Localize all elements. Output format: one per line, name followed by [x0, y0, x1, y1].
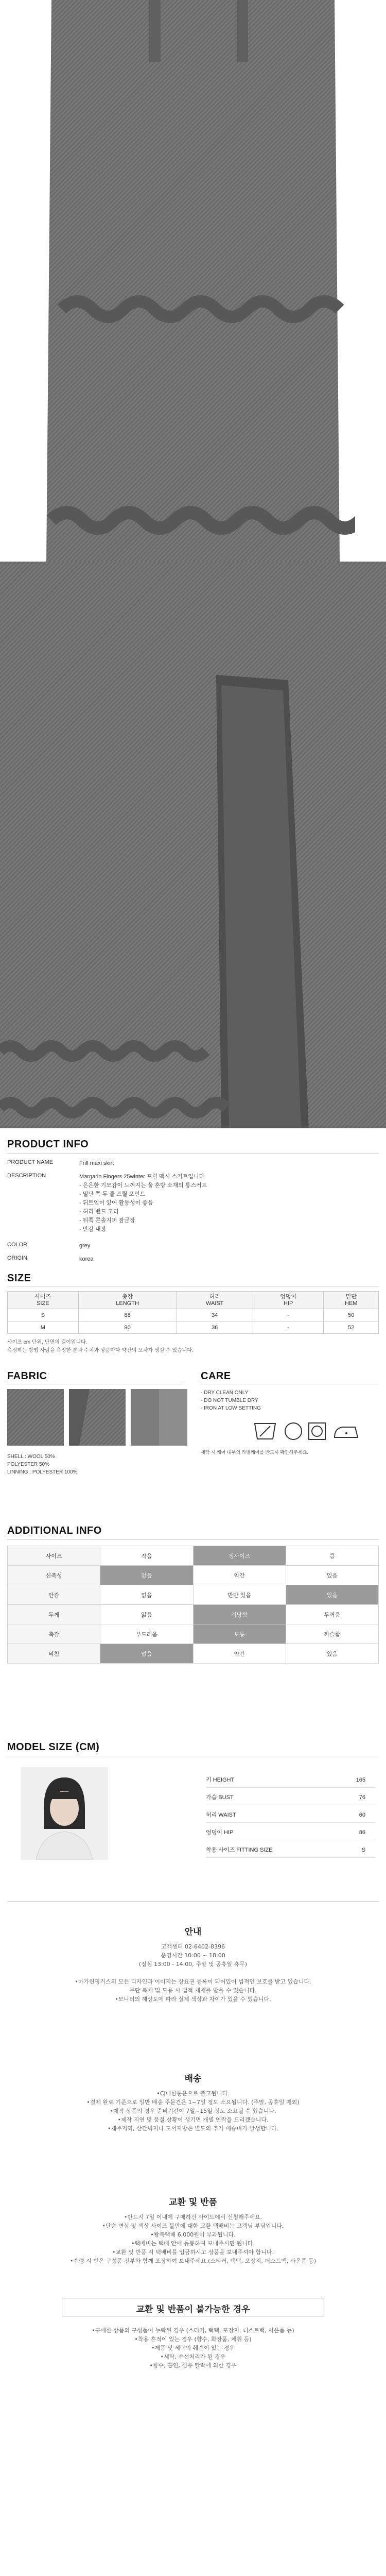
care-symbols	[252, 1416, 376, 1447]
hem-cell: 52	[324, 1321, 379, 1334]
attribute-label: 사이즈	[8, 1546, 100, 1566]
attribute-option: 부드러움	[100, 1624, 193, 1644]
model-size-key: 엉덩이 HIP	[206, 1829, 234, 1836]
hip-col-header: 엉덩이 HIP	[253, 1292, 324, 1309]
dry-clean-icon	[285, 1423, 302, 1439]
attribute-option: 작음	[100, 1546, 193, 1566]
waist-cell: 36	[177, 1321, 253, 1334]
model-photo	[21, 1767, 108, 1860]
hem-cell: 50	[324, 1309, 379, 1321]
model-size-value: 165	[356, 1777, 365, 1783]
exchange-title: 교환 및 반품	[169, 2197, 217, 2208]
delivery-body: •CJ대한통운으로 출고됩니다. •결제 완료 기준으로 일반 배송 주문건은 1~7일 정도 소요됩니다. (주말, 공휴일 제외) •제작 상품의 경우 준비기간이 7일~15일 정도 소요될 수 있습니다. •제작 지연 및 품절 상황이 생기면 개별 연락을 드리겠습니다. •제주지역, 산간벽지나 도서지방은 별도의 추가 배송비가 발생합니다.	[86, 2090, 300, 2132]
unable-title: 교환 및 반품이 불가능한 경우	[136, 2304, 250, 2315]
model-size-value: 86	[359, 1829, 365, 1836]
origin-value: korea	[79, 1256, 94, 1262]
skirt-back-image	[0, 562, 386, 1128]
model-size-row	[206, 1825, 376, 1840]
divider	[7, 1901, 379, 1902]
additional-info-row	[8, 1566, 379, 1585]
iron-icon	[335, 1427, 358, 1437]
attribute-option: 반만 있음	[193, 1585, 286, 1605]
fabric-swatch-image	[69, 1389, 126, 1446]
wash-icon	[255, 1423, 275, 1439]
attribute-label: 촉감	[8, 1624, 100, 1644]
model-size-row	[206, 1772, 376, 1788]
waist-cell: 34	[177, 1309, 253, 1321]
color-value: grey	[79, 1243, 91, 1249]
size-cell: M	[8, 1321, 79, 1334]
model-size-row	[206, 1790, 376, 1805]
skirt-front-image	[31, 0, 355, 562]
length-col-header: 총장 LENGTH	[78, 1292, 177, 1309]
attribute-label: 신축성	[8, 1566, 100, 1585]
color-key: COLOR	[7, 1242, 28, 1248]
product-name-value: Frill maxi skirt	[79, 1160, 114, 1166]
product-info-title: PRODUCT INFO	[7, 1139, 89, 1150]
description-key: DESCRIPTION	[7, 1173, 46, 1179]
fabric-text: SHELL : WOOL 50% POLYESTER 50% LINNING : POLYESTER 100%	[7, 1454, 78, 1475]
size-cell: S	[8, 1309, 79, 1321]
length-cell: 90	[78, 1321, 177, 1334]
unable-body: •구매한 상품의 구성품이 누락된 경우 (스티커, 택택, 포장지, 더스트백, 사은품 등) •착용 흔적이 있는 경우 (향수, 화장품, 체취 등) •제품 및 세탁의 훼손이 있는 경우 •세탁, 수선처리가 된 경우 •향수, 흡연, 섬유 탈락에 의한 경우	[92, 2327, 294, 2369]
product-name-key: PRODUCT NAME	[7, 1159, 54, 1165]
care-title: CARE	[201, 1370, 231, 1382]
attribute-option: 있음	[286, 1566, 378, 1585]
model-size-value: 76	[359, 1794, 365, 1801]
hip-cell: -	[253, 1321, 324, 1334]
tumble-dry-icon	[309, 1423, 325, 1439]
attribute-option: 적당함	[193, 1605, 286, 1624]
attribute-option: 보통	[193, 1624, 286, 1644]
table-row	[8, 1309, 379, 1321]
divider	[7, 1153, 379, 1154]
delivery-title: 배송	[184, 2074, 202, 2084]
model-size-value: S	[361, 1847, 365, 1853]
model-size-key: 가슴 BUST	[206, 1794, 234, 1801]
hem-col-header: 밑단 HEM	[324, 1292, 379, 1309]
size-table	[7, 1291, 379, 1334]
attribute-option: 있음	[286, 1644, 378, 1664]
size-header-row	[8, 1292, 379, 1309]
attribute-option: 있음	[286, 1585, 378, 1605]
care-text: - DRY CLEAN ONLY - DO NOT TUMBLE DRY - IRON AT LOW SETTING	[201, 1390, 261, 1411]
additional-info-row	[8, 1624, 379, 1644]
waist-col-header: 허리 WAIST	[177, 1292, 253, 1309]
additional-info-row	[8, 1605, 379, 1624]
attribute-option: 까슬함	[286, 1624, 378, 1644]
description-value: Margarin Fingers 25winter 프릴 맥시 스커트입니다. - 은은한 기모감이 느껴지는 울 혼방 소재의 롱스커트 - 밑단 쪽 두 줄 프릴 포인트 - 뒤트임이 있어 활동성이 좋음 - 허리 밴드 고리 - 뒤쪽 콘솔지퍼 잠금장 - 안감 내장	[79, 1174, 207, 1232]
fabric-swatch-image	[7, 1389, 64, 1446]
divider	[7, 1539, 379, 1540]
additional-info-row	[8, 1546, 379, 1566]
additional-info-table	[7, 1546, 379, 1664]
attribute-option: 큼	[286, 1546, 378, 1566]
attribute-option: 없음	[100, 1585, 193, 1605]
model-size-value: 60	[359, 1812, 365, 1818]
attribute-option: 얇음	[100, 1605, 193, 1624]
attribute-option: 정사이즈	[193, 1546, 286, 1566]
model-size-row	[206, 1807, 376, 1823]
attribute-option: 없음	[100, 1566, 193, 1585]
notice-title: 안내	[184, 1927, 202, 1937]
attribute-option: 없음	[100, 1644, 193, 1664]
attribute-label: 비침	[8, 1644, 100, 1664]
product-photo-back	[0, 562, 386, 1128]
model-size-row	[206, 1842, 376, 1858]
attribute-label: 안감	[8, 1585, 100, 1605]
table-row	[8, 1321, 379, 1334]
additional-info-row	[8, 1585, 379, 1605]
additional-info-row	[8, 1644, 379, 1664]
lining-swatch-image	[131, 1389, 187, 1446]
care-note: 세탁 시 케어 내부의 라벨케어를 반드시 확인해주세요.	[201, 1450, 308, 1455]
exchange-body: •반드시 7일 이내에 구매하신 사이트에서 신청해주세요. •단순 변심 및 색상 사이즈 불만에 대한 교환 택배비는 고객님 부담입니다. •왕복택배 6,000원이 부과됩니다. •택배비는 택배 안에 동봉하여 보내주시면 됩니다. •교환 및 반품 시 택배비를 입금하시고 상품을 보내주셔야 합니다. •수령 시 받은 구성품 전부와 함께 포장하여 보내주세요.(스티커, 택택, 포장지, 더스트백, 사은품 등)	[69, 2214, 317, 2264]
model-size-key: 허리 WAIST	[206, 1812, 236, 1818]
attribute-option: 약간	[193, 1644, 286, 1664]
hip-cell: -	[253, 1309, 324, 1321]
fabric-title: FABRIC	[7, 1370, 47, 1382]
size-col-header: 사이즈 SIZE	[8, 1292, 79, 1309]
size-title: SIZE	[7, 1273, 31, 1284]
length-cell: 88	[78, 1309, 177, 1321]
product-photo-front	[0, 0, 386, 562]
notice-body: 고객센터 02-6402-8396 운영시간 10:00 ~ 18:00 (점심 13:00 - 14:00, 주말 및 공휴일 휴무) •마가린핑거스의 모든 디자인과 이미지는 상표권 등록이 되어있어 법적인 보호를 받고 있습니다. 무단 복제 및 도용 시 법적 제재를 받을 수 있습니다. •모니터의 해상도에 따라 실제 색상과 차이가 있을 수 있습니다.	[75, 1943, 311, 2003]
model-size-key: 키 HEIGHT	[206, 1777, 235, 1783]
size-note: 사이즈 cm 단위, 단면의 길이입니다. 측정하는 방법 사람을 측정한 분과 수치와 상품마다 약간의 오차가 생길 수 있습니다.	[7, 1340, 194, 1353]
additional-info-title: ADDITIONAL INFO	[7, 1525, 102, 1536]
origin-key: ORIGIN	[7, 1255, 28, 1261]
attribute-label: 두께	[8, 1605, 100, 1624]
attribute-option: 약간	[193, 1566, 286, 1585]
attribute-option: 두꺼움	[286, 1605, 378, 1624]
model-size-key: 착용 사이즈 FITTING SIZE	[206, 1847, 273, 1853]
model-size-title: MODEL SIZE (CM)	[7, 1741, 100, 1753]
